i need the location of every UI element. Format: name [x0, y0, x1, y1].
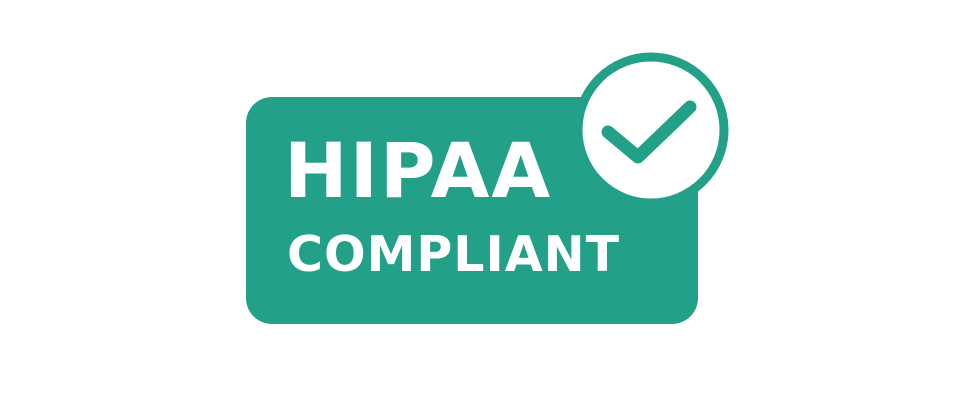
badge-subtitle: COMPLIANT: [287, 226, 621, 283]
check-icon: [566, 45, 736, 215]
badge-title: HIPAA: [284, 126, 553, 215]
